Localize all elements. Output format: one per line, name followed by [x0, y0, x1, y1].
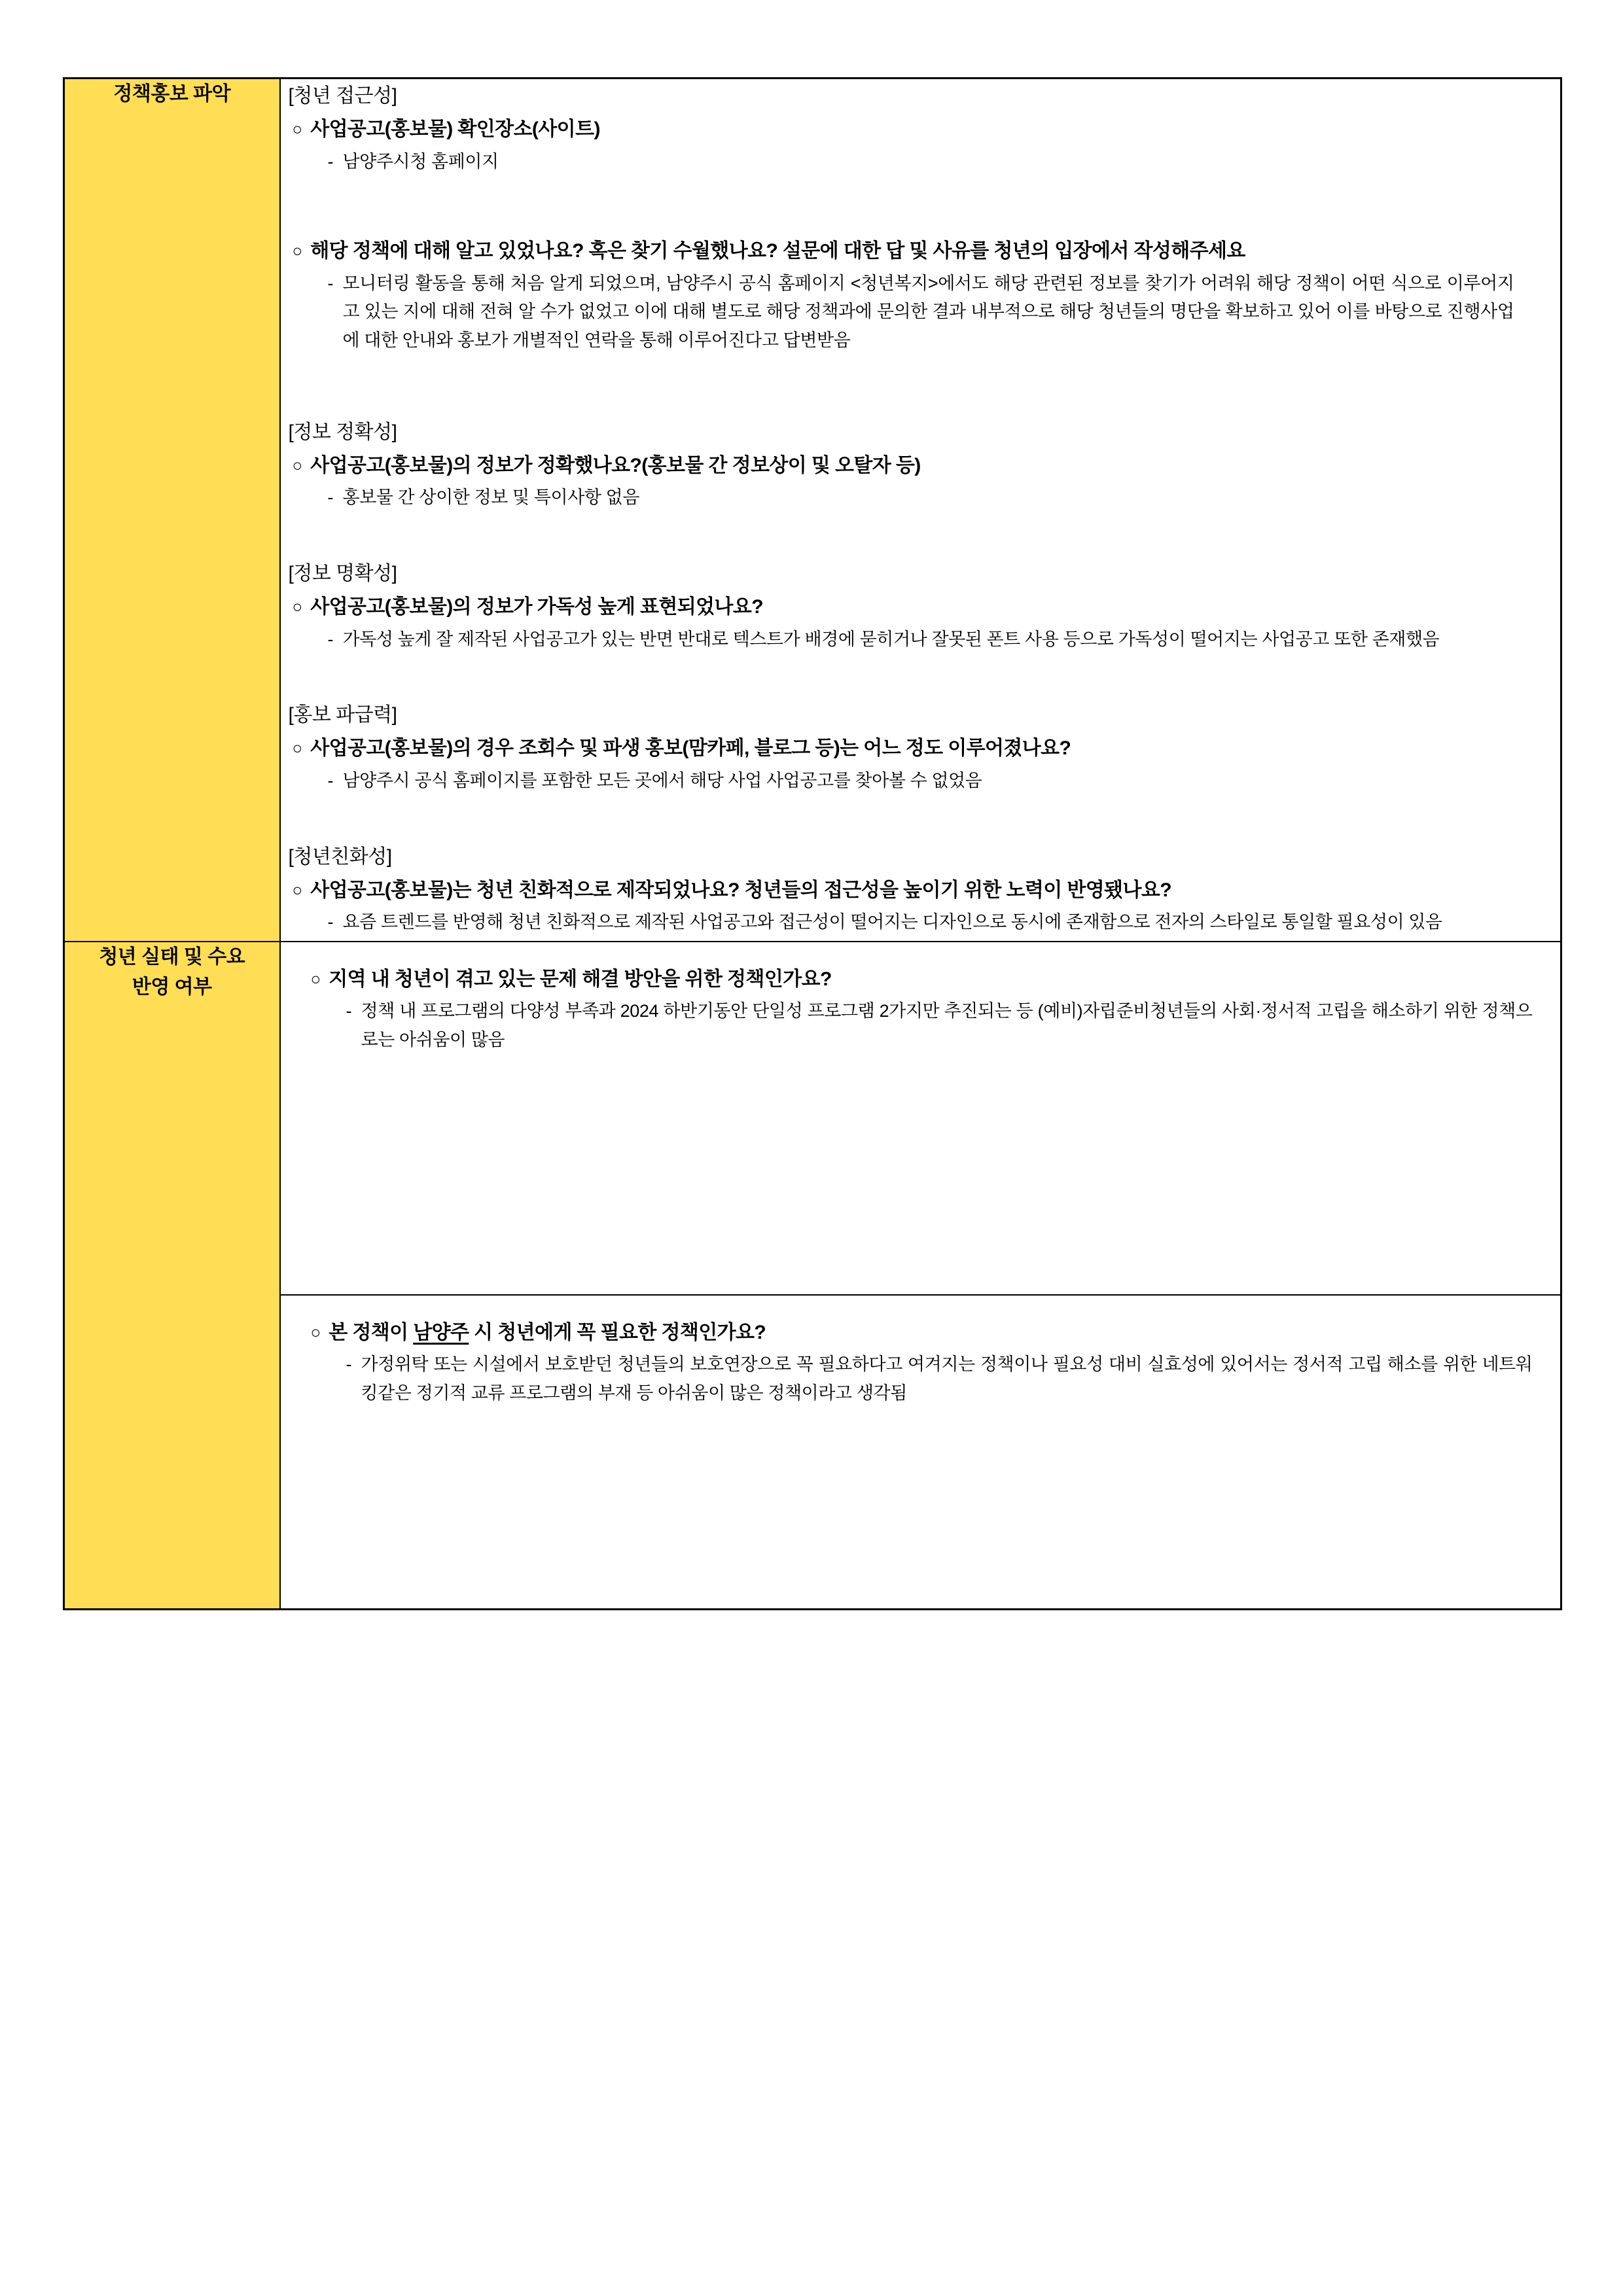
- question-prefix: 본 정책이: [329, 1321, 414, 1343]
- section-information-clarity: [281, 557, 1561, 654]
- dash-marker-icon: -: [327, 912, 334, 932]
- section-heading: [청년 접근성]: [288, 85, 397, 107]
- dash-marker-icon: -: [327, 629, 334, 649]
- table-row: [64, 942, 1561, 1610]
- answer-text: 가독성 높게 잘 제작된 사업공고가 있는 반면 반대로 텍스트가 배경에 묻히거나 잘못된 폰트 사용 등으로 가독성이 떨어지는 사업공고 또한 존재했음: [342, 629, 1440, 649]
- answer-text: 정책 내 프로그램의 다양성 부족과 2024 하반기동안 단일성 프로그램 2가지만 추진되는 등 (예비)자립준비청년들의 사회·정서적 고립을 해소하기 위한 정책으로는 아쉬움이 많음: [361, 1001, 1533, 1050]
- dash-marker-icon: -: [327, 273, 334, 293]
- question-suffix: 시 청년에게 꼭 필요한 정책인가요?: [469, 1321, 766, 1343]
- answer-row: [328, 270, 1561, 355]
- question-row: [293, 875, 1561, 906]
- circle-marker-icon: ○: [292, 455, 303, 475]
- row-label-text: 청년 실태 및 수요 반영 여부: [99, 945, 245, 998]
- question-text: 사업공고(홍보물)의 정보가 가독성 높게 표현되었나요?: [310, 596, 764, 618]
- spacer: [281, 516, 1561, 557]
- row-content-youth-needs: [280, 942, 1561, 1610]
- circle-marker-icon: ○: [310, 968, 321, 989]
- answer-text: 요즘 트렌드를 반영해 청년 친화적으로 제작된 사업공고와 접근성이 떨어지는 디자인으로 동시에 존재함으로 전자의 스타일로 통일할 필요성이 있음: [342, 912, 1442, 932]
- row-label-text: 정책홍보 파악: [113, 83, 231, 105]
- dash-marker-icon: -: [346, 1001, 352, 1021]
- evaluation-table: [63, 77, 1562, 1610]
- answer-row: [328, 148, 1561, 177]
- circle-marker-icon: ○: [292, 119, 303, 139]
- question-text: 사업공고(홍보물) 확인장소(사이트): [310, 118, 600, 140]
- question-row: [293, 592, 1561, 623]
- dash-marker-icon: -: [346, 1354, 352, 1375]
- subsection-local-problem: [281, 942, 1561, 1294]
- question-text: [329, 1318, 766, 1349]
- section-youth-friendliness: [281, 840, 1561, 937]
- section-heading: [청년친화성]: [288, 845, 392, 868]
- question-underlined-region: 남양주: [413, 1321, 469, 1343]
- section-heading: [정보 명확성]: [288, 563, 397, 585]
- answer-text: 가정위탁 또는 시설에서 보호받던 청년들의 보호연장으로 꼭 필요하다고 여겨지는 정책이나 필요성 대비 실효성에 있어서는 정서적 고립 해소를 위한 네트워킹같은 정기적 교류 프로그램의 부재 등 아쉬움이 많은 정책이라고 생각됨: [361, 1354, 1533, 1404]
- section-awareness: [281, 236, 1561, 355]
- circle-marker-icon: ○: [310, 1322, 321, 1342]
- dash-marker-icon: -: [327, 151, 334, 171]
- question-row: [293, 115, 1561, 145]
- answer-row: [328, 626, 1561, 654]
- question-row: [293, 733, 1561, 764]
- circle-marker-icon: ○: [292, 241, 303, 261]
- spacer: [281, 359, 1561, 415]
- question-text: 사업공고(홍보물)의 정보가 정확했나요?(홍보물 간 정보상이 및 오탈자 등): [310, 454, 921, 476]
- question-row: [293, 451, 1561, 482]
- answer-row: [328, 484, 1561, 512]
- table-row: [64, 79, 1561, 942]
- row-label-youth-needs: [64, 942, 280, 1610]
- dash-marker-icon: -: [327, 770, 334, 790]
- answer-row: [328, 767, 1561, 796]
- section-promotion-reach: [281, 698, 1561, 795]
- question-text: 지역 내 청년이 겪고 있는 문제 해결 방안을 위한 정책인가요?: [329, 968, 832, 990]
- circle-marker-icon: ○: [292, 597, 303, 617]
- question-text: 사업공고(홍보물)의 경우 조회수 및 파생 홍보(맘카페, 블로그 등)는 어느 정도 이루어졌나요?: [310, 737, 1071, 760]
- answer-text: 홍보물 간 상이한 정보 및 특이사항 없음: [342, 487, 640, 508]
- spacer: [281, 800, 1561, 840]
- section-heading: [정보 정확성]: [288, 421, 397, 443]
- answer-text: 남양주시청 홈페이지: [342, 151, 499, 171]
- answer-text: 남양주시 공식 홈페이지를 포함한 모든 곳에서 해당 사업 사업공고를 찾아볼 수 없었음: [342, 770, 982, 790]
- dash-marker-icon: -: [327, 487, 334, 508]
- answer-row: [328, 908, 1561, 937]
- circle-marker-icon: ○: [292, 738, 303, 758]
- question-row: [311, 964, 1535, 995]
- spacer: [281, 658, 1561, 698]
- question-text: 해당 정책에 대해 알고 있었나요? 혹은 찾기 수월했나요? 설문에 대한 답 및 사유를 청년의 입장에서 작성해주세요: [310, 240, 1245, 262]
- section-youth-accessibility: [281, 79, 1561, 176]
- section-information-accuracy: [281, 415, 1561, 512]
- question-text: 사업공고(홍보물)는 청년 친화적으로 제작되었나요? 청년들의 접근성을 높이기 위한 노력이 반영됐나요?: [310, 879, 1172, 901]
- section-heading: [홍보 파급력]: [288, 704, 397, 726]
- circle-marker-icon: ○: [292, 879, 303, 900]
- row-label-policy-promotion: [64, 79, 280, 942]
- question-row: [311, 1318, 1535, 1349]
- answer-row: [346, 1351, 1535, 1407]
- spacer: [281, 180, 1561, 236]
- answer-text: 모니터링 활동을 통해 처음 알게 되었으며, 남양주시 공식 홈페이지 <청년복지>에서도 해당 관련된 정보를 찾기가 어려워 해당 정책이 어떤 식으로 이루어지고 있는 지에 대해 전혀 알 수가 없었고 이에 대해 별도로 해당 정책과에 문의한 결과 내부적으로 해당 청년들의 명단을 확보하고 있어 이를 바탕으로 진행사업에 대한 안내와 홍보가 개별적인 연락을 통해 이루어진다고 답변받음: [342, 273, 1514, 351]
- question-row: [293, 236, 1561, 267]
- subsection-necessity: [281, 1294, 1561, 1608]
- row-content-policy-promotion: [280, 79, 1561, 942]
- answer-row: [346, 997, 1535, 1054]
